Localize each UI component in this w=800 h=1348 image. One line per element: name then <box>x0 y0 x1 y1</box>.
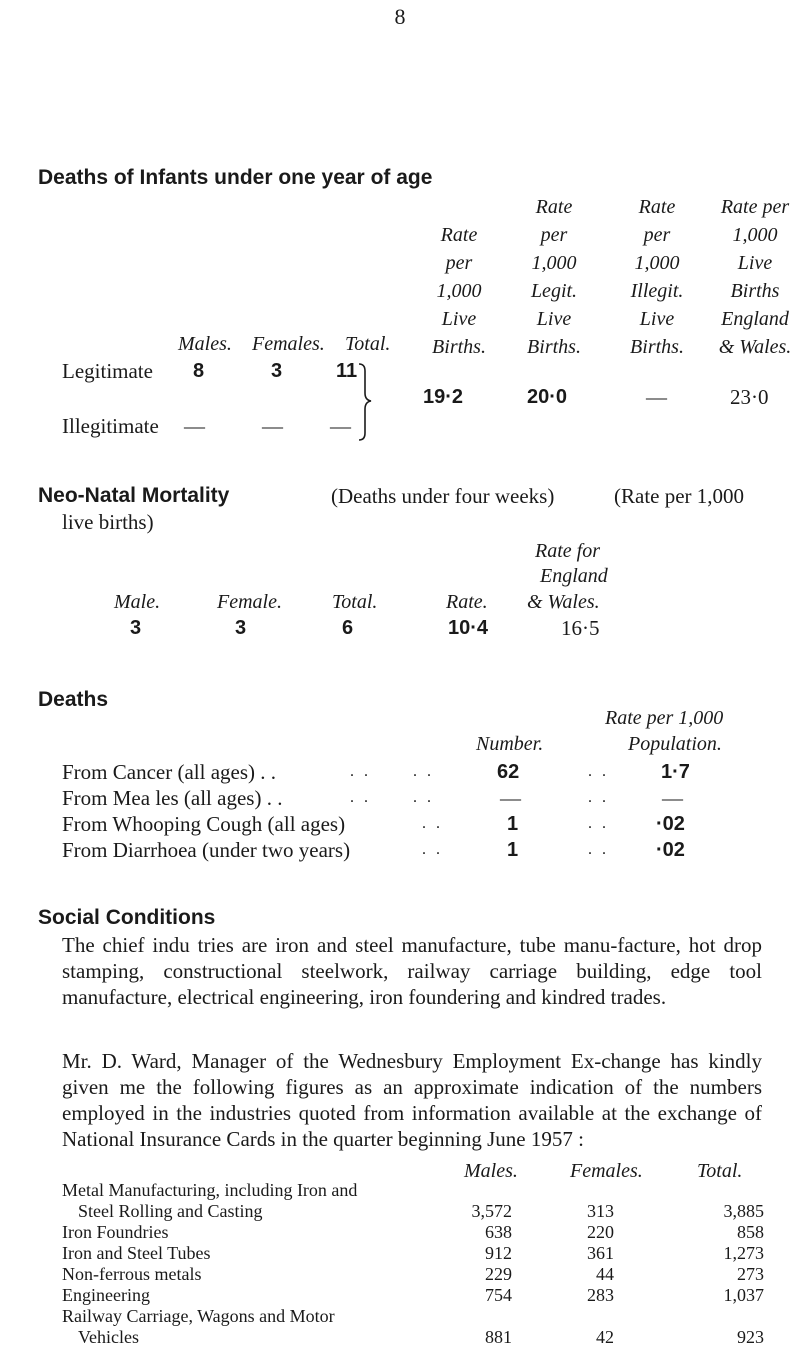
infants-row-illegit-females: — <box>262 414 283 438</box>
social-row-label: Metal Manufacturing, including Iron and <box>62 1180 358 1200</box>
deaths-row-rate: — <box>662 786 683 810</box>
social-row-females: 44 <box>596 1264 614 1284</box>
social-row-total: 858 <box>737 1222 764 1242</box>
social-row-total: 1,037 <box>723 1285 764 1305</box>
deaths-row-number: 1 <box>507 813 519 835</box>
social-row-total: 923 <box>737 1327 764 1347</box>
infants-row-illegit-males: — <box>184 414 205 438</box>
social-col-males: Males. <box>464 1160 518 1182</box>
neonatal-col-rate: Rate. <box>446 591 488 613</box>
infants-row-illegit-total: — <box>330 414 351 438</box>
social-row-females: 283 <box>587 1285 614 1305</box>
infants-col-rate-live: Rate per 1,000 Live Births. <box>432 224 486 358</box>
leader-dots: . . . . <box>350 789 434 806</box>
neonatal-total: 6 <box>342 617 354 639</box>
neonatal-rate-ew: 16·5 <box>561 616 600 640</box>
deaths-row-number: 1 <box>507 839 519 861</box>
social-row-males: 638 <box>485 1222 512 1242</box>
infants-col-total: Total. <box>345 333 391 355</box>
infants-row-legit-females: 3 <box>271 360 283 382</box>
leader-dots: . . <box>588 789 609 806</box>
infants-col-females: Females. <box>252 333 325 355</box>
neonatal-rate: 10·4 <box>448 617 489 639</box>
social-row-females: 361 <box>587 1243 614 1263</box>
leader-dots: . . <box>588 815 609 832</box>
deaths-row-number: — <box>500 786 521 810</box>
social-row-males: 881 <box>485 1327 512 1347</box>
social-row-males: 754 <box>485 1285 512 1305</box>
neonatal-sub1: (Deaths under four weeks) <box>331 484 555 508</box>
deaths-col-number: Number. <box>476 733 544 755</box>
social-row-label: Engineering <box>62 1285 150 1305</box>
infants-rate-live: 19·2 <box>423 386 464 408</box>
infants-rate-england: 23·0 <box>730 385 769 409</box>
infants-col-rate-england: Rate per 1,000 Live Births England & Wales. <box>718 196 792 358</box>
deaths-row-label: From Diarrhoea (under two years) <box>62 838 351 862</box>
leader-dots: . . <box>422 815 443 832</box>
neonatal-col-female: Female. <box>217 591 282 613</box>
social-row-males: 3,572 <box>471 1201 512 1221</box>
leader-dots: . . . . <box>350 763 434 780</box>
neonatal-col-wales: & Wales. <box>527 591 600 613</box>
deaths-row-number: 62 <box>497 761 520 783</box>
infants-rate-illegit: — <box>646 385 667 409</box>
social-row-label-cont: Steel Rolling and Casting <box>78 1201 263 1221</box>
social-paragraph-1: The chief indu tries are iron and steel manufacture, tube manu-facture, hot drop stamping, constructional steelwork, railway carriage building, edge tool manufacture, electrical engineering, iron foundering and kindred trades. <box>62 933 762 1009</box>
social-heading: Social Conditions <box>38 906 216 929</box>
leader-dots: . . <box>588 763 609 780</box>
deaths-heading: Deaths <box>38 688 109 711</box>
neonatal-sub2: (Rate per 1,000 <box>614 484 745 508</box>
social-paragraph-2: Mr. D. Ward, Manager of the Wednesbury Employment Ex-change has kindly given me the following figures as an approximate indication of the numbers employed in the industries quoted from information available at the exchange of National Insurance Cards in the quarter beginning June 1957 : <box>62 1049 762 1151</box>
deaths-row-rate: ·02 <box>656 839 685 861</box>
infants-row-legit-males: 8 <box>193 360 205 382</box>
infants-heading: Deaths of Infants under one year of age <box>38 166 433 189</box>
neonatal-col-england: England <box>540 565 608 587</box>
infants-col-rate-legit: Rate per 1,000 Legit. Live Births. <box>527 196 581 358</box>
social-row-males: 912 <box>485 1243 512 1263</box>
deaths-row-label: From Cancer (all ages) . . <box>62 760 277 784</box>
infants-rate-legit: 20·0 <box>527 386 568 408</box>
social-col-total: Total. <box>697 1160 743 1182</box>
deaths-row-rate: 1·7 <box>661 761 690 783</box>
deaths-row-label: From Mea les (all ages) . . <box>62 786 283 810</box>
social-row-label: Railway Carriage, Wagons and Motor <box>62 1306 335 1326</box>
social-row-females: 42 <box>596 1327 614 1347</box>
deaths-col-population: Population. <box>628 733 722 755</box>
social-row-females: 220 <box>587 1222 614 1242</box>
neonatal-col-total: Total. <box>332 591 378 613</box>
social-row-females: 313 <box>587 1201 614 1221</box>
social-row-total: 1,273 <box>723 1243 764 1263</box>
deaths-row-rate: ·02 <box>656 813 685 835</box>
leader-dots: . . <box>422 841 443 858</box>
infants-row-illegit-label: Illegitimate <box>62 414 159 438</box>
deaths-col-rate: Rate per 1,000 <box>605 707 724 729</box>
neonatal-col-male: Male. <box>114 591 161 613</box>
social-col-females: Females. <box>570 1160 643 1182</box>
social-row-total: 273 <box>737 1264 764 1284</box>
social-row-total: 3,885 <box>723 1201 764 1221</box>
social-row-label: Iron Foundries <box>62 1222 169 1242</box>
social-row-label: Iron and Steel Tubes <box>62 1243 211 1263</box>
infants-col-males: Males. <box>178 333 232 355</box>
social-row-label-cont: Vehicles <box>78 1327 139 1347</box>
neonatal-col-rate-for: Rate for <box>535 540 600 562</box>
social-row-males: 229 <box>485 1264 512 1284</box>
deaths-row-label: From Whooping Cough (all ages) <box>62 812 346 836</box>
leader-dots: . . <box>588 841 609 858</box>
neonatal-female: 3 <box>235 617 247 639</box>
social-row-label: Non-ferrous metals <box>62 1264 202 1284</box>
infants-row-legit-total: 11 <box>336 360 358 382</box>
curly-brace-icon <box>356 362 376 442</box>
infants-row-legit-label: Legitimate <box>62 359 153 383</box>
infants-col-rate-illegit: Rate per 1,000 Illegit. Live Births. <box>630 196 684 358</box>
page-number: 8 <box>394 4 406 29</box>
neonatal-heading: Neo-Natal Mortality <box>38 484 230 507</box>
neonatal-male: 3 <box>130 617 142 639</box>
neonatal-sub3: live births) <box>62 510 154 534</box>
